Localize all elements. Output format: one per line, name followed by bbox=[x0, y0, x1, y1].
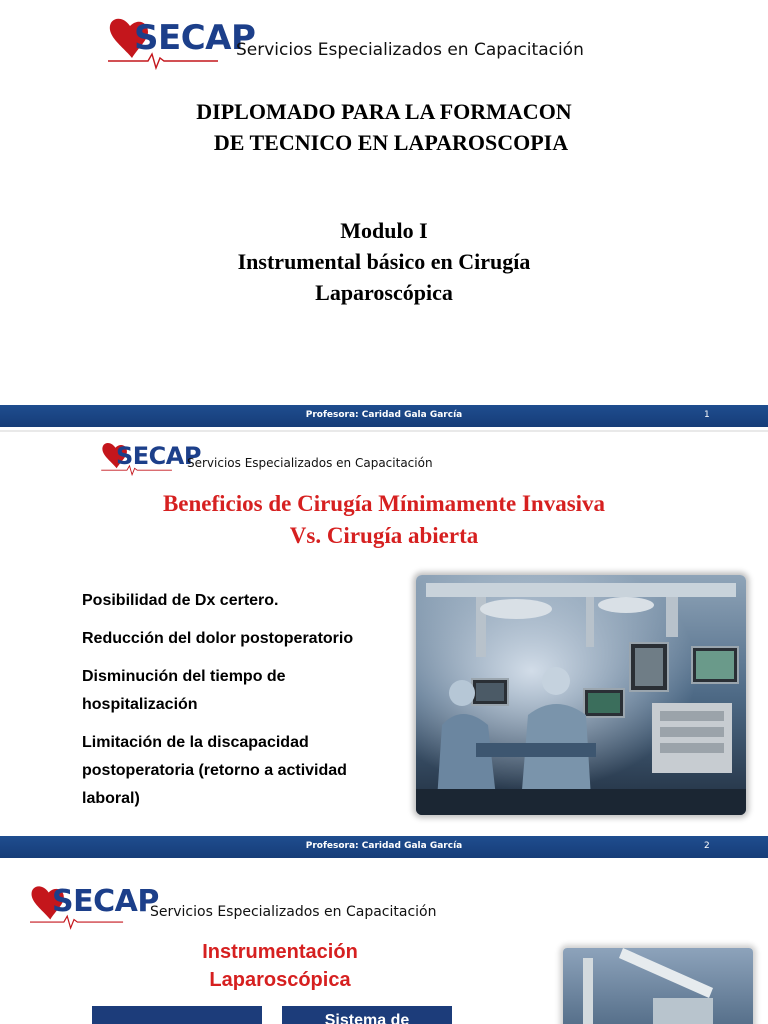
module-title-line-3: Laparoscópica bbox=[315, 280, 453, 305]
logo-tagline: Servicios Especializados en Capacitación bbox=[187, 456, 433, 470]
operating-room-photo bbox=[416, 575, 746, 815]
course-title-line-2: DE TECNICO EN LAPAROSCOPIA bbox=[213, 130, 569, 155]
surgery-scene-image bbox=[416, 575, 746, 815]
list-item: Posibilidad de Dx certero. bbox=[82, 592, 279, 609]
module-title bbox=[0, 215, 768, 308]
module-title-line-1: Modulo I bbox=[340, 218, 428, 243]
surgery-equipment-image bbox=[563, 948, 753, 1024]
slide-footer bbox=[0, 836, 768, 858]
benefits-title bbox=[0, 488, 768, 552]
topic-box-2[interactable]: Sistema de bbox=[282, 1006, 452, 1024]
topic-box-1[interactable] bbox=[92, 1006, 262, 1024]
footer-professor: Profesora: Caridad Gala García bbox=[305, 841, 463, 851]
slide-2 bbox=[0, 432, 768, 862]
footer-professor: Profesora: Caridad Gala García bbox=[305, 410, 463, 420]
logo-wordmark: SECAP bbox=[52, 884, 159, 919]
benefits-list bbox=[82, 587, 402, 823]
slide-footer bbox=[0, 405, 768, 427]
module-title-line-2: Instrumental básico en Cirugía bbox=[237, 249, 531, 274]
course-title bbox=[0, 96, 768, 158]
slide-1 bbox=[0, 0, 768, 432]
course-title-line-1: DIPLOMADO PARA LA FORMACON bbox=[196, 99, 572, 124]
instrumentation-title bbox=[160, 938, 400, 994]
logo-tagline: Servicios Especializados en Capacitación bbox=[150, 904, 437, 920]
instrumentation-title-line-1: Instrumentación bbox=[202, 941, 358, 963]
instrumentation-title-line-2: Laparoscópica bbox=[209, 969, 351, 991]
slide-3 bbox=[0, 862, 768, 1024]
benefits-title-line-2: Vs. Cirugía abierta bbox=[289, 523, 479, 548]
operating-room-photo bbox=[563, 948, 753, 1024]
logo-tagline: Servicios Especializados en Capacitación bbox=[236, 40, 584, 60]
list-item: Disminución del tiempo de hospitalización bbox=[82, 668, 286, 713]
logo-wordmark: SECAP bbox=[116, 442, 201, 470]
page-number: 2 bbox=[704, 841, 710, 851]
logo-wordmark: SECAP bbox=[134, 18, 256, 58]
benefits-title-line-1: Beneficios de Cirugía Mínimamente Invasiva bbox=[162, 491, 606, 516]
page-number: 1 bbox=[704, 410, 710, 420]
list-item: Reducción del dolor postoperatorio bbox=[82, 630, 354, 647]
list-item: Limitación de la discapacidad postoperatoria (retorno a actividad laboral) bbox=[82, 734, 347, 807]
